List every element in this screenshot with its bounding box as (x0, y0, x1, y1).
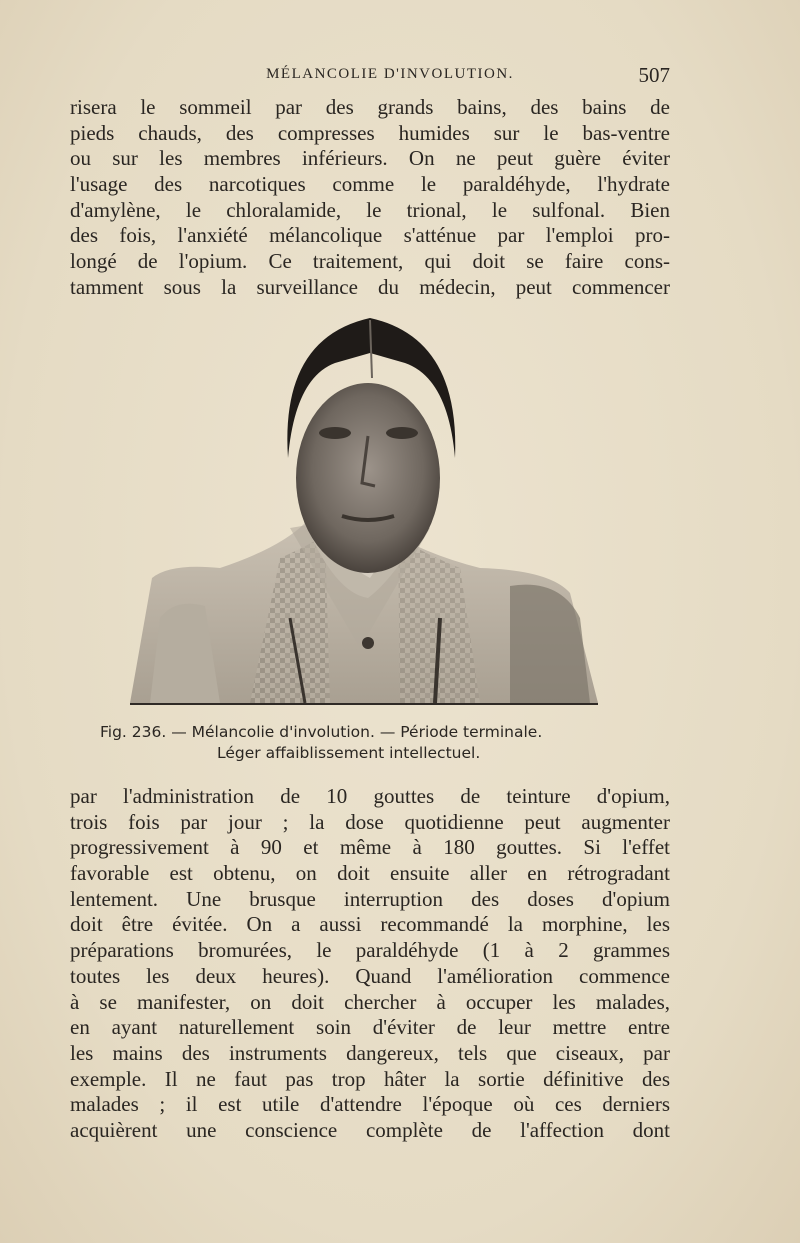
text-line: exemple. Il ne faut pas trop hâter la sortie définitive des (70, 1066, 670, 1091)
portrait-photograph (130, 318, 598, 706)
portrait-illustration (130, 318, 598, 706)
text-line: l'usage des narcotiques comme le paraldéhyde, l'hydrate (70, 172, 670, 197)
text-line: préparations bromurées, le paraldéhyde (1 à 2 grammes (70, 938, 670, 963)
text-line: progressivement à 90 et même à 180 gouttes. Si l'effet (70, 835, 670, 860)
text-line: acquièrent une conscience complète de l'affection dont (70, 1117, 670, 1142)
paragraph-before-figure (70, 95, 670, 301)
text-line: favorable est obtenu, on doit ensuite aller en rétrogradant (70, 861, 670, 886)
text-line: des fois, l'anxiété mélancolique s'atténue par l'emploi pro- (70, 223, 670, 248)
paragraph-after-figure (70, 784, 670, 1144)
text-line: d'amylène, le chloralamide, le trional, le sulfonal. Bien (70, 197, 670, 222)
text-line: les mains des instruments dangereux, tels que ciseaux, par (70, 1040, 670, 1065)
text-line: doit être évitée. On a aussi recommandé la morphine, les (70, 912, 670, 937)
text-line: malades ; il est utile d'attendre l'époque où ces derniers (70, 1092, 670, 1117)
text-line: lentement. Une brusque interruption des doses d'opium (70, 886, 670, 911)
text-line: à se manifester, on doit chercher à occuper les malades, (70, 989, 670, 1014)
text-line: ou sur les membres inférieurs. On ne peut guère éviter (70, 146, 670, 171)
text-line: par l'administration de 10 gouttes de teinture d'opium, (70, 784, 670, 808)
text-line: risera le sommeil par des grands bains, des bains de (70, 95, 670, 119)
running-title: MÉLANCOLIE D'INVOLUTION. (266, 66, 514, 82)
text-line: longé de l'opium. Ce traitement, qui doit se faire cons- (70, 249, 670, 274)
caption-line-1: Fig. 236. — Mélancolie d'involution. — Période terminale. (100, 723, 543, 741)
text-line: en ayant naturellement soin d'éviter de leur mettre entre (70, 1015, 670, 1040)
page-header (70, 63, 670, 90)
text-line: pieds chauds, des compresses humides sur le bas-ventre (70, 120, 670, 145)
caption-line-2: Léger affaiblissement intellectuel. (217, 744, 481, 762)
text-line: trois fois par jour ; la dose quotidienne peut augmenter (70, 809, 670, 834)
page-number: 507 (638, 63, 670, 87)
figure-caption (100, 722, 660, 764)
text-line: toutes les deux heures). Quand l'amélioration commence (70, 963, 670, 988)
text-line: tamment sous la surveillance du médecin, peut commencer (70, 274, 670, 299)
